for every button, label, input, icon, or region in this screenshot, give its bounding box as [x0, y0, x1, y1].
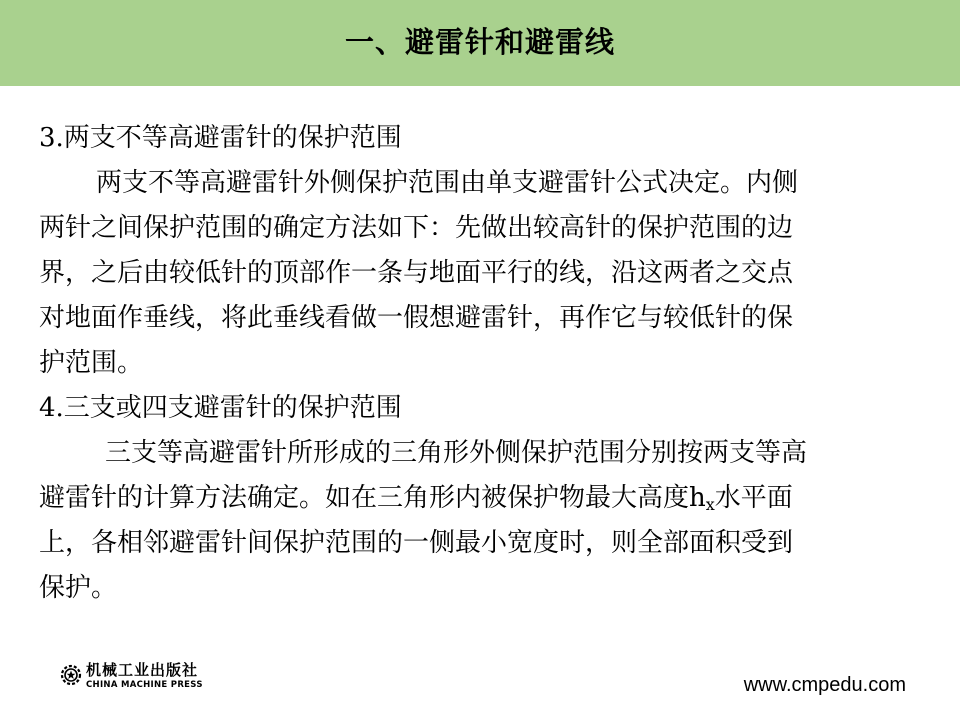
slide-title: 一、避雷针和避雷线: [344, 25, 615, 59]
line-text: 避雷针的计算方法确定。如在三角形内被保护物最大高度h: [39, 483, 706, 513]
paragraph-line: 两支不等高避雷针外侧保护范围由单支避雷针公式决定。内侧: [96, 168, 799, 198]
line-text: 水平面: [714, 483, 793, 513]
gear-icon: [60, 664, 82, 686]
footer-url: www.cmpedu.com: [743, 674, 906, 696]
publisher-name-en: CHINA MACHINE PRESS: [86, 680, 203, 690]
paragraph-line: 两针之间保护范围的确定方法如下：先做出较高针的保护范围的边: [39, 213, 794, 243]
body-text: [39, 116, 909, 611]
paragraph-line: 保护。: [39, 573, 118, 603]
paragraph-line: 护范围。: [39, 348, 144, 378]
paragraph-line: 界，之后由较低针的顶部作一条与地面平行的线，沿这两者之交点: [39, 258, 794, 288]
paragraph-line-with-subscript: [39, 476, 909, 521]
section-heading-3: 3.两支不等高避雷针的保护范围: [39, 123, 402, 153]
publisher-name-cn: 机械工业出版社: [86, 661, 199, 679]
paragraph-line: 三支等高避雷针所形成的三角形外侧保护范围分别按两支等高: [105, 438, 808, 468]
section-heading-4: 4.三支或四支避雷针的保护范围: [39, 393, 402, 423]
paragraph-line: 对地面作垂线，将此垂线看做一假想避雷针，再作它与较低针的保: [39, 303, 794, 333]
paragraph-line: 上，各相邻避雷针间保护范围的一侧最小宽度时，则全部面积受到: [39, 528, 794, 558]
subscript-x: x: [705, 495, 715, 514]
header-bar: [0, 0, 960, 86]
